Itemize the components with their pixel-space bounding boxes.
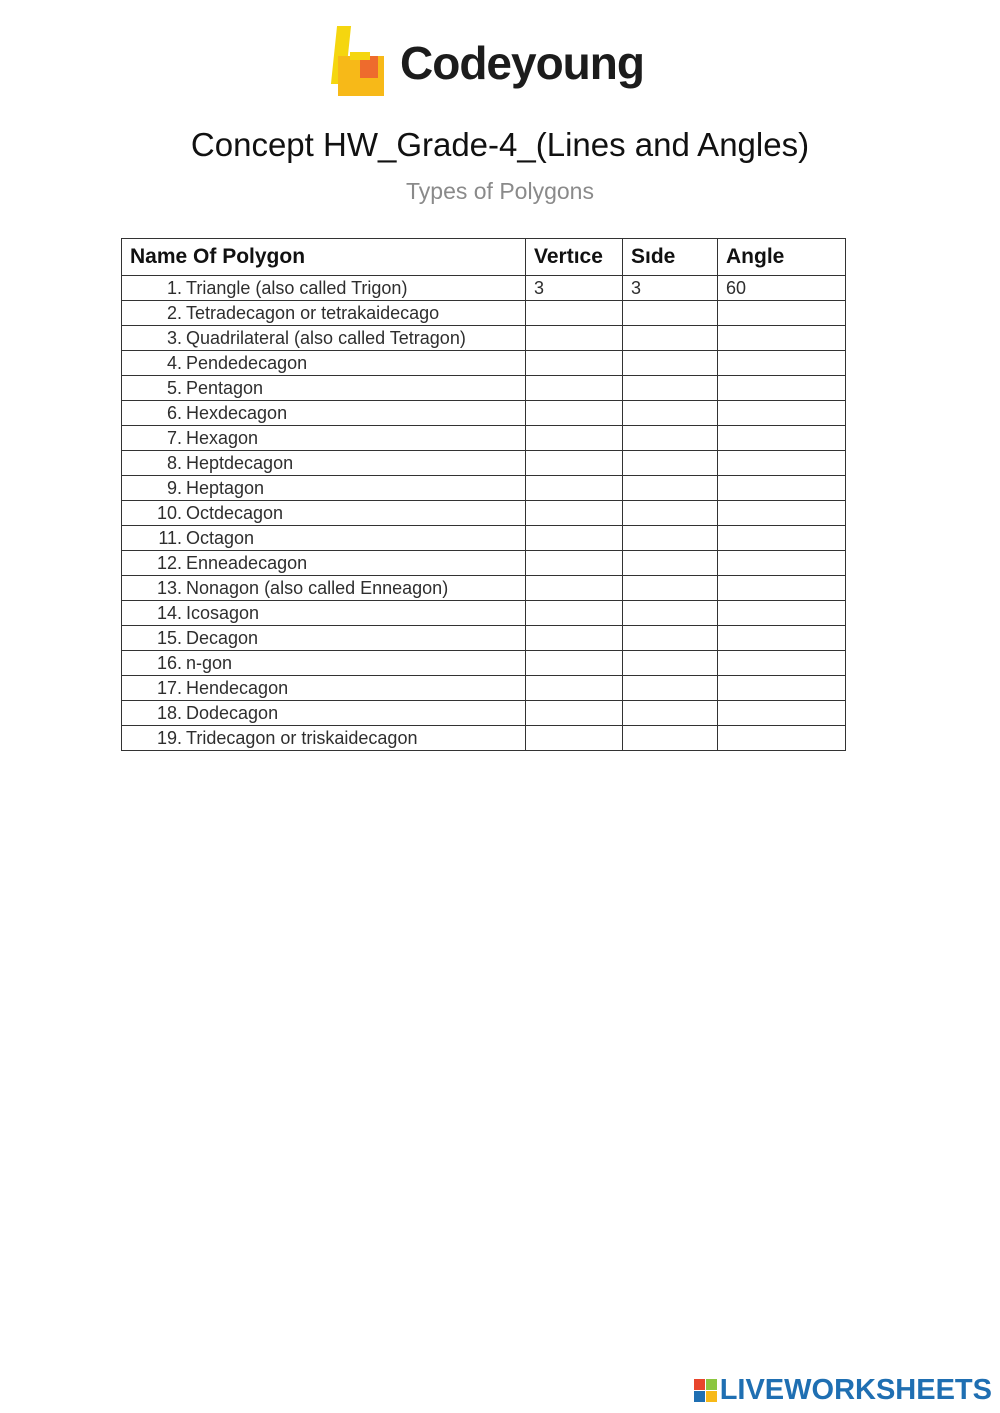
table-row [122,301,846,326]
page-subtitle: Types of Polygons [406,178,594,204]
angle-cell[interactable] [718,351,846,376]
row-number: 6. [166,402,182,423]
row-number: 19. [156,727,182,748]
table-row [122,726,846,751]
polygon-name: Dodecagon [186,702,279,723]
polygon-name-cell [122,426,526,451]
side-cell[interactable] [623,651,718,676]
polygon-name: Pendedecagon [186,352,308,373]
polygon-name: Hexagon [186,427,259,448]
side-cell[interactable] [623,726,718,751]
angle-cell[interactable]: 60 [718,276,846,301]
polygon-name: Icosagon [186,602,260,623]
vertice-cell[interactable] [526,626,623,651]
row-number: 2. [166,302,182,323]
table-row [122,401,846,426]
table-row [122,626,846,651]
angle-cell[interactable] [718,576,846,601]
side-cell[interactable] [623,376,718,401]
polygon-name-cell [122,376,526,401]
polygon-name-cell [122,526,526,551]
angle-cell[interactable] [718,401,846,426]
vertice-cell[interactable] [526,401,623,426]
polygon-name-cell [122,501,526,526]
table-row [122,351,846,376]
polygon-name-cell [122,651,526,676]
table-row [122,551,846,576]
row-number: 1. [166,277,182,298]
side-cell[interactable] [623,626,718,651]
vertice-cell[interactable] [526,576,623,601]
side-cell[interactable] [623,501,718,526]
row-number: 13. [156,577,182,598]
vertice-cell[interactable] [526,501,623,526]
polygon-name-cell [122,726,526,751]
angle-cell[interactable] [718,601,846,626]
row-number: 9. [166,477,182,498]
liveworksheets-logo-icon [694,1379,717,1402]
polygon-name-cell [122,626,526,651]
polygon-name-cell [122,576,526,601]
angle-cell[interactable] [718,326,846,351]
row-number: 11. [158,527,182,548]
polygon-name: Tetradecagon or tetrakaidecago [186,302,440,323]
header-side: Sıde [623,239,718,276]
table-row [122,526,846,551]
row-number: 18. [156,702,182,723]
angle-cell[interactable] [718,726,846,751]
angle-cell[interactable] [718,626,846,651]
header-vertice: Vertıce [526,239,623,276]
table-row [122,451,846,476]
side-cell[interactable] [623,476,718,501]
vertice-cell[interactable] [526,351,623,376]
page-title: Concept HW_Grade-4_(Lines and Angles) [190,126,810,163]
codeyoung-logo [332,22,672,104]
polygon-name-cell [122,301,526,326]
side-cell[interactable]: 3 [623,276,718,301]
vertice-cell[interactable] [526,326,623,351]
polygon-name: Quadrilateral (also called Tetragon) [186,327,466,348]
vertice-cell[interactable] [526,476,623,501]
vertice-cell[interactable]: 3 [526,276,623,301]
table-row [122,601,846,626]
side-cell[interactable] [623,301,718,326]
polygon-name: n-gon [186,652,233,673]
side-cell[interactable] [623,526,718,551]
vertice-cell[interactable] [526,376,623,401]
polygon-name: Decagon [186,627,259,648]
angle-cell[interactable] [718,301,846,326]
side-cell[interactable] [623,701,718,726]
table-row [122,701,846,726]
polygon-name-cell [122,601,526,626]
polygon-table [121,238,846,751]
angle-cell[interactable] [718,526,846,551]
row-number: 4. [166,352,182,373]
polygon-name-cell [122,276,526,301]
vertice-cell[interactable] [526,701,623,726]
angle-cell[interactable] [718,426,846,451]
angle-cell[interactable] [718,501,846,526]
polygon-name-cell [122,351,526,376]
angle-cell[interactable] [718,551,846,576]
row-number: 16. [156,652,182,673]
row-number: 12. [156,552,182,573]
polygon-name: Heptdecagon [186,452,294,473]
row-number: 5. [166,377,182,398]
liveworksheets-footer [694,1374,992,1407]
angle-cell[interactable] [718,651,846,676]
polygon-name: Heptagon [186,477,265,498]
brand-name: Codeyoung [400,37,644,89]
side-cell[interactable] [623,601,718,626]
vertice-cell[interactable] [526,451,623,476]
vertice-cell[interactable] [526,601,623,626]
polygon-name: Tridecagon or triskaidecagon [186,727,418,748]
polygon-name-cell [122,676,526,701]
polygon-name-cell [122,701,526,726]
angle-cell[interactable] [718,701,846,726]
vertice-cell[interactable] [526,551,623,576]
polygon-name-cell [122,401,526,426]
side-cell[interactable] [623,351,718,376]
side-cell[interactable] [623,326,718,351]
side-cell[interactable] [623,426,718,451]
vertice-cell[interactable] [526,726,623,751]
polygon-name-cell [122,451,526,476]
vertice-cell[interactable] [526,676,623,701]
header-name-of-polygon: Name Of Polygon [122,239,526,276]
codeyoung-logo-icon [332,26,388,100]
table-row [122,501,846,526]
side-cell[interactable] [623,576,718,601]
table-row [122,676,846,701]
table-row [122,326,846,351]
row-number: 7. [166,427,182,448]
side-cell[interactable] [623,676,718,701]
table-row [122,476,846,501]
header-angle: Angle [718,239,846,276]
row-number: 10. [156,502,182,523]
vertice-cell[interactable] [526,301,623,326]
table-header-row [122,239,846,276]
polygon-name: Nonagon (also called Enneagon) [186,577,449,598]
polygon-name: Enneadecagon [186,552,308,573]
polygon-name-cell [122,476,526,501]
liveworksheets-brand: LIVEWORKSHEETS [719,1374,992,1406]
table-row [122,276,846,301]
polygon-name: Octagon [186,527,255,548]
vertice-cell[interactable] [526,526,623,551]
polygon-name: Hexdecagon [186,402,288,423]
side-cell[interactable] [623,401,718,426]
row-number: 15. [156,627,182,648]
polygon-name-cell [122,326,526,351]
polygon-name: Octdecagon [186,502,284,523]
polygon-name-cell [122,551,526,576]
angle-cell[interactable] [718,451,846,476]
table-row [122,651,846,676]
row-number: 8. [166,452,182,473]
side-cell[interactable] [623,551,718,576]
table-row [122,426,846,451]
polygon-name: Pentagon [186,377,264,398]
polygon-name: Triangle (also called Trigon) [186,277,408,298]
row-number: 17. [156,677,182,698]
angle-cell[interactable] [718,476,846,501]
polygon-name: Hendecagon [186,677,289,698]
row-number: 3. [166,327,182,348]
table-row [122,576,846,601]
angle-cell[interactable] [718,676,846,701]
row-number: 14. [156,602,182,623]
vertice-cell[interactable] [526,651,623,676]
table-row [122,376,846,401]
side-cell[interactable] [623,451,718,476]
angle-cell[interactable] [718,376,846,401]
vertice-cell[interactable] [526,426,623,451]
